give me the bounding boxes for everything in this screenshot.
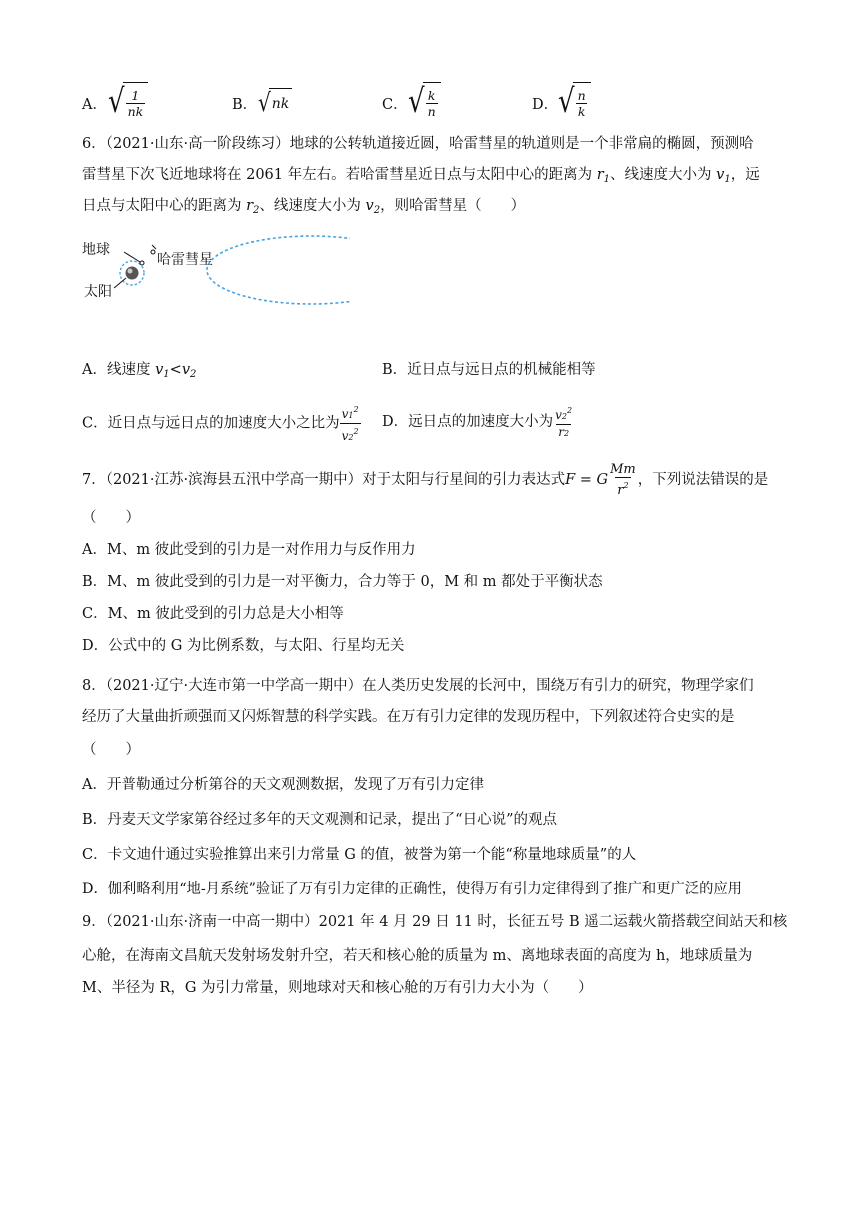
q7-line-2: （ ） <box>82 510 140 526</box>
q7-option-d: D．公式中的 G 为比例系数，与太阳、行星均无关 <box>82 638 405 654</box>
diagram-label-sun: 太阳 <box>84 284 112 300</box>
q8-option-c: C．卡文迪什通过实验推算出来引力常量 G 的值，被誉为第一个能“称量地球质量”的人 <box>82 847 637 863</box>
q7-line-1: 7．（2021·江苏·滨海县五汛中学高一期中）对于太阳与行星间的引力表达式F = G $\frac{Mm}{r^2}$ ，下列说法错误的是 <box>82 462 769 498</box>
q7-option-c: C．M、m 彼此受到的引力总是大小相等 <box>82 606 344 622</box>
q8-option-b: B．丹麦天文学家第谷经过多年的天文观测和记录，提出了“日心说”的观点 <box>82 812 557 828</box>
q5-option-a-expr: √ $\frac{1}{nk}$ <box>108 82 148 122</box>
q8-line-1: 8．（2021·辽宁·大连市第一中学高一期中）在人类历史发展的长河中，围绕万有引力的研究，物理学家们 <box>82 678 754 694</box>
earth-icon <box>140 261 144 265</box>
q8-option-a: A．开普勒通过分析第谷的天文观测数据，发现了万有引力定律 <box>82 777 484 793</box>
sun-icon <box>126 267 139 280</box>
q5-option-b-expr: √ nk <box>258 88 292 116</box>
orbit-diagram <box>80 232 350 312</box>
comet-orbit <box>207 236 350 304</box>
diagram-label-earth: 地球 <box>82 242 110 258</box>
q7-option-b: B．M、m 彼此受到的引力是一对平衡力，合力等于 0，M 和 m 都处于平衡状态 <box>82 574 603 590</box>
q5-option-d-label: D． <box>532 97 559 113</box>
q9-line-2: 心舱，在海南文昌航天发射场发射升空，若天和核心舱的质量为 m、离地球表面的高度为 h，地球质量为 <box>82 948 753 964</box>
q6-line-2: 雷彗星下次飞近地球将在 2061 年左右。若哈雷彗星近日点与太阳中心的距离为 $r_1$、线速度大小为 $v_1$，远 <box>82 167 760 185</box>
q5-option-c-label: C． <box>382 97 408 113</box>
q6-option-d: D．远日点的加速度大小为 $\frac{v2^2}{r2}$ <box>382 406 573 439</box>
q6-line-3: 日点与太阳中心的距离为 $r_2$、线速度大小为 $v_2$，则哈雷彗星（ ） <box>82 198 526 216</box>
q5-option-b-label: B． <box>232 97 258 113</box>
q5-option-a-label: A． <box>82 97 107 113</box>
q8-line-2: 经历了大量曲折顽强而又闪烁智慧的科学实践。在万有引力定律的发现历程中，下列叙述符合史实的是 <box>82 709 735 725</box>
q8-line-3: （ ） <box>82 742 140 758</box>
q9-line-1: 9．（2021·山东·济南一中高一期中）2021 年 4 月 29 日 11 时，长征五号 B 遥二运载火箭搭载空间站天和核 <box>82 914 788 930</box>
q6-option-a: A．线速度 $v_1<v_2$ <box>82 362 197 380</box>
q6-option-c: C．近日点与远日点的加速度大小之比为 $\frac{v1^2}{v2^2}$ <box>82 405 359 443</box>
diagram-label-comet: 哈雷彗星 <box>157 252 213 268</box>
q7-option-a: A．M、m 彼此受到的引力是一对作用力与反作用力 <box>82 542 416 558</box>
q6-line-1: 6．（2021·山东·高一阶段练习）地球的公转轨道接近圆，哈雷彗星的轨道则是一个非常扁的椭圆，预测哈 <box>82 136 754 152</box>
q8-option-d: D．伽利略利用“地-月系统”验证了万有引力定律的正确性，使得万有引力定律得到了推广和更广泛的应用 <box>82 881 742 897</box>
q5-option-c-expr: √ $\frac{k}{n}$ <box>408 82 441 122</box>
q6-option-b: B．近日点与远日点的机械能相等 <box>382 362 596 378</box>
q5-option-d-expr: √ $\frac{n}{k}$ <box>558 82 591 122</box>
comet-icon <box>151 250 155 254</box>
q9-line-3: M、半径为 R，G 为引力常量，则地球对天和核心舱的万有引力大小为（ ） <box>82 980 593 996</box>
